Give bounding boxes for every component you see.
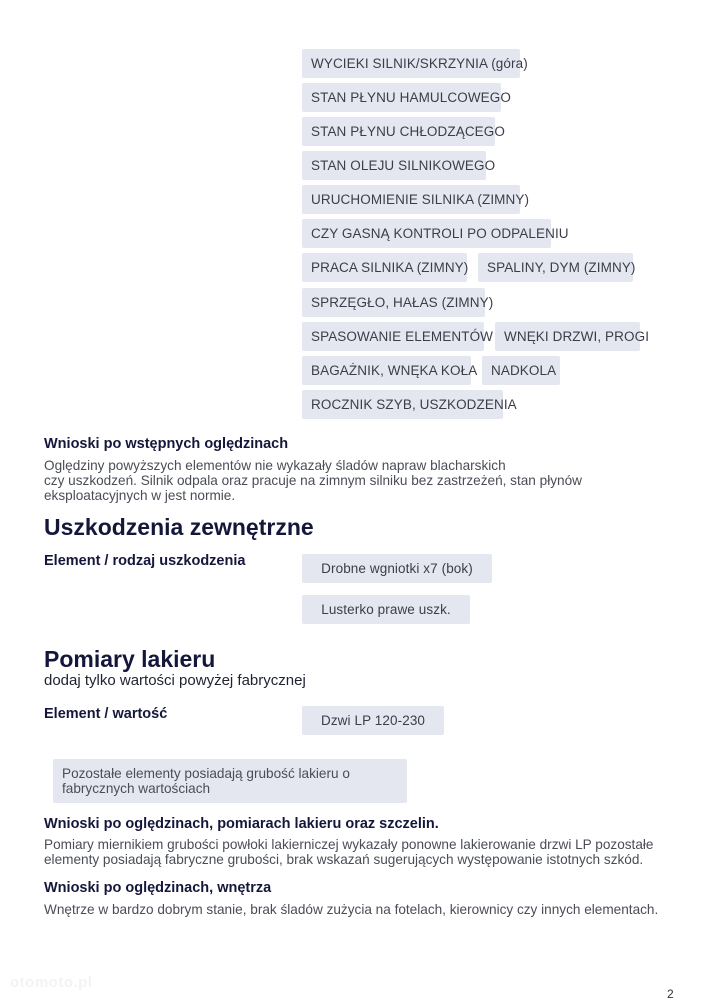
paint-heading: Pomiary lakieru (44, 646, 216, 672)
paint-subtitle: dodaj tylko wartości powyżej fabrycznej (44, 672, 306, 689)
checklist-item: WNĘKI DRZWI, PROGI (495, 322, 640, 351)
checklist-item: STAN PŁYNU CHŁODZĄCEGO (302, 117, 495, 146)
initial-conclusions-text (44, 458, 582, 503)
checklist-item: STAN PŁYNU HAMULCOWEGO (302, 83, 501, 112)
paint-item: Dzwi LP 120-230 (302, 706, 444, 735)
page-number: 2 (667, 987, 674, 1000)
text-line: Oględziny powyższych elementów nie wykazały śladów napraw blacharskich (44, 458, 506, 473)
text-line: czy uszkodzeń. Silnik odpala oraz pracuje na zimnym silniku bez zastrzeżeń, stan płynów (44, 473, 582, 488)
initial-conclusions-title: Wnioski po wstępnych oględzinach (44, 436, 289, 452)
interior-conclusions-text: Wnętrze w bardzo dobrym stanie, brak śladów zużycia na fotelach, kierownicy czy innych elementach. (44, 902, 659, 917)
paint-conclusions-title: Wnioski po oględzinach, pomiarach lakieru oraz szczelin. (44, 816, 439, 832)
text-line: eksploatacyjnych w jest normie. (44, 488, 236, 503)
text-line: fabrycznych wartościach (62, 781, 211, 796)
damage-item: Drobne wgniotki x7 (bok) (302, 554, 492, 583)
damage-item: Lusterko prawe uszk. (302, 595, 470, 624)
checklist-item: NADKOLA (482, 356, 560, 385)
checklist-item: PRACA SILNIKA (ZIMNY) (302, 253, 467, 282)
checklist-item: SPRZĘGŁO, HAŁAS (ZIMNY) (302, 288, 485, 317)
checklist-item: URUCHOMIENIE SILNIKA (ZIMNY) (302, 185, 520, 214)
external-damage-heading: Uszkodzenia zewnętrzne (44, 514, 314, 540)
checklist-item: WYCIEKI SILNIK/SKRZYNIA (góra) (302, 49, 520, 78)
checklist-item: CZY GASNĄ KONTROLI PO ODPALENIU (302, 219, 551, 248)
checklist-item: BAGAŻNIK, WNĘKA KOŁA (302, 356, 471, 385)
checklist-item: ROCZNIK SZYB, USZKODZENIA (302, 390, 503, 419)
paint-note (53, 759, 407, 803)
interior-conclusions-title: Wnioski po oględzinach, wnętrza (44, 880, 272, 896)
watermark: otomoto.pl (10, 974, 93, 991)
text-line: Pozostałe elementy posiadają grubość lakieru o (62, 766, 350, 781)
checklist-item: SPALINY, DYM (ZIMNY) (478, 253, 633, 282)
text-line: elementy posiadają fabryczne grubości, brak wskazań sugerujących występowanie istotnych szkód. (44, 852, 644, 867)
external-damage-label: Element / rodzaj uszkodzenia (44, 553, 246, 569)
checklist-item: STAN OLEJU SILNIKOWEGO (302, 151, 486, 180)
text-line: Pomiary miernikiem grubości powłoki lakierniczej wykazały ponowne lakierowanie drzwi LP pozostałe (44, 837, 654, 852)
paint-conclusions-text (44, 837, 653, 867)
paint-label: Element / wartość (44, 706, 168, 722)
checklist-item: SPASOWANIE ELEMENTÓW (302, 322, 484, 351)
